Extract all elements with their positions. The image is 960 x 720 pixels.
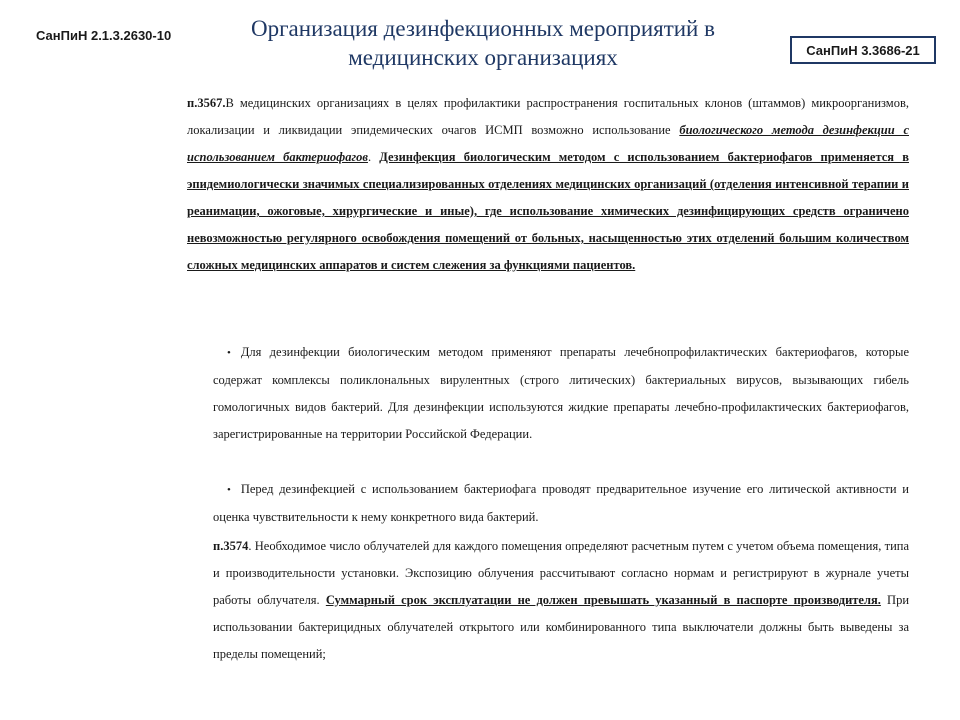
paragraph-3567	[187, 90, 909, 279]
bullet-icon: •	[227, 484, 231, 496]
slide-title-line-1: Организация дезинфекционных мероприятий в	[251, 16, 715, 41]
paragraph-3567-text-2: .	[367, 150, 380, 164]
paragraph-3574-bold-emphasis: Суммарный срок эксплуатации не должен превышать указанный в паспорте производителя.	[325, 593, 881, 607]
bullet-item-1-text: Для дезинфекции биологическим методом применяют препараты лечебнопрофилактических бактериофагов, которые содержат комплексы поликлональных вирулентных (строго литических) бактериальных вирусов, вызывающих гибель гомологичных видов бактерий. Для дезинфекции используются жидкие препараты лечебно-профилактических бактериофагов, зарегистрированные на территории Российской Федерации.	[213, 345, 909, 441]
bullet-item-2-text: Перед дезинфекцией с использованием бактериофага проводят предварительное изучение его литической активности и оценка чувствительности к нему конкретного вида бактерий.	[213, 482, 909, 524]
paragraph-3567-bold-emphasis: Дезинфекция биологическим методом с использованием бактериофагов применяется в эпидемиологически значимых специализированных отделениях медицинских организаций (отделения интенсивной терапии и реанимации, ожоговые, хирургические и иные), где использование химических дезинфицирующих средств ограничено невозможностью регулярного освобождения помещений от больных, насыщенностью этих отделений большим количеством сложных медицинских аппаратов и систем слежения за функциями пациентов.	[187, 150, 909, 272]
bullet-item-1	[213, 339, 909, 448]
slide-title	[200, 14, 766, 72]
slide-title-line-2: медицинских организациях	[348, 45, 618, 70]
paragraph-3567-text: В медицинских организациях в целях профилактики распространения госпитальных клонов (штаммов) микроорганизмов, локализации и ликвидации эпидемических очагов ИСМП возможно использование	[187, 96, 909, 137]
paragraph-3574	[213, 533, 909, 668]
bullet-icon: •	[227, 347, 231, 359]
paragraph-3567-number: п.3567.	[187, 96, 226, 110]
sanpin-3686-label	[790, 36, 936, 64]
paragraph-3574-number: п.3574	[213, 539, 249, 553]
paragraph-3567-italic-emphasis: биологического метода дезинфекции с использованием бактериофагов	[187, 123, 909, 164]
paragraph-3574-text: . Необходимое число облучателей для каждого помещения определяют расчетным путем с учетом объема помещения, типа и производительности установки. Экспозицию облучения рассчитывают согласно нормам и регистрируют в журнале учеты работы облучателя.	[213, 539, 909, 607]
sanpin-3686-text: СанПиН 3.3686-21	[806, 42, 920, 58]
sanpin-2630-label: СанПиН 2.1.3.2630-10	[36, 28, 172, 43]
paragraph-3574-text-2: При использовании бактерицидных облучателей открытого или комбинированного типа выключатели должны быть выведены за пределы помещений;	[213, 593, 910, 661]
bullet-item-2	[213, 476, 909, 531]
